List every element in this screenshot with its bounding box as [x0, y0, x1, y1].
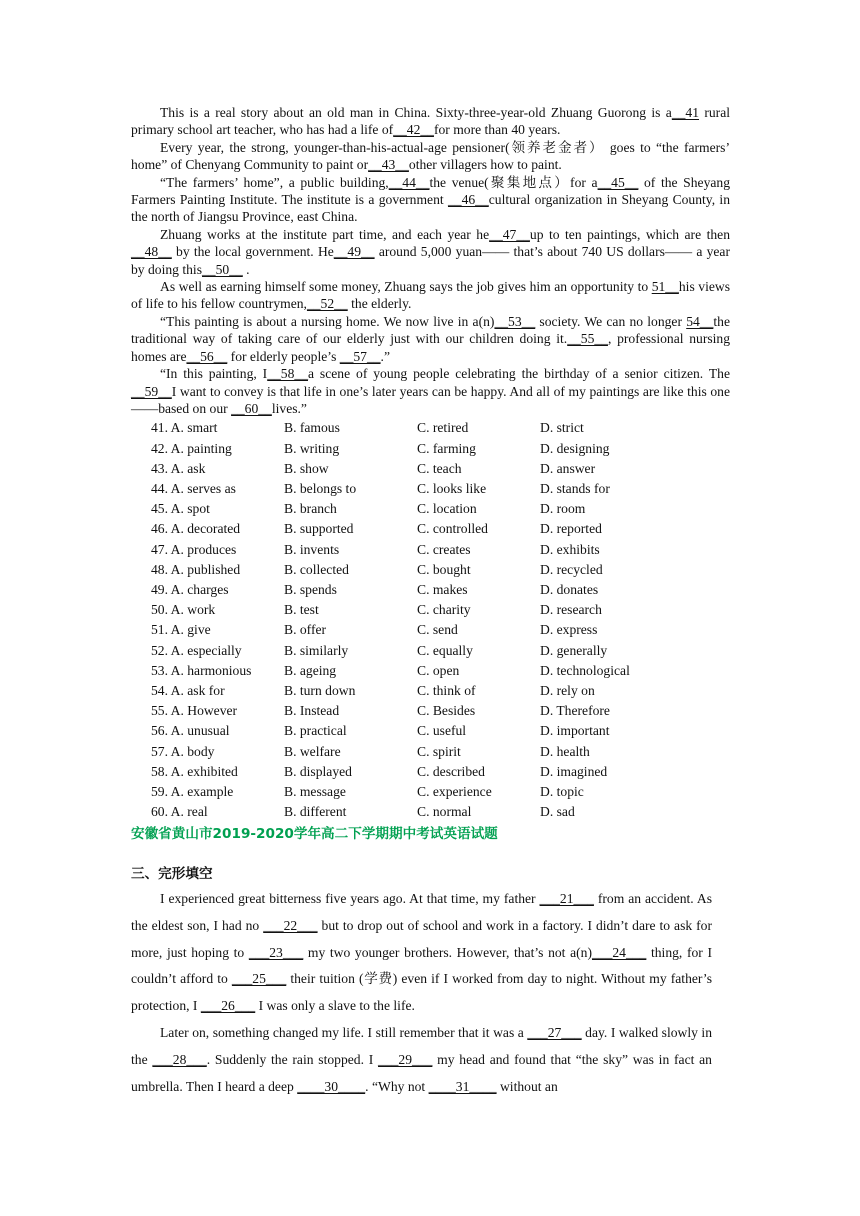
passage-one [131, 104, 730, 822]
option-a: 48. A. published [151, 561, 241, 577]
blank-53: __53__ [494, 313, 536, 329]
option-d: D. technological [540, 662, 630, 678]
option-a: 46. A. decorated [151, 521, 241, 537]
option-c: C. described [417, 763, 485, 779]
source-title: 安徽省黄山市2019-2020学年高二下学期期中考试英语试题 [131, 826, 498, 842]
option-d: D. answer [540, 460, 596, 476]
option-a: 54. A. ask for [151, 682, 225, 698]
option-c: C. send [417, 622, 458, 638]
option-a: 55. A. However [151, 703, 238, 719]
option-row [151, 721, 730, 741]
option-b: B. offer [284, 622, 327, 638]
option-a: 50. A. work [151, 602, 216, 618]
blank-49: __49__ [333, 244, 375, 260]
blank-46: __46__ [447, 192, 489, 208]
blank-52: __52__ [306, 296, 348, 312]
blank-29: ___29___ [378, 1051, 433, 1067]
option-a: 52. A. especially [151, 642, 242, 658]
option-row [151, 459, 730, 479]
option-a: 51. A. give [151, 622, 211, 638]
options-list [151, 418, 730, 822]
blank-31: ____31____ [428, 1078, 497, 1094]
blank-48: __48__ [131, 244, 172, 260]
option-b: B. displayed [284, 763, 352, 779]
blank-30: ____30____ [297, 1078, 366, 1094]
option-row [151, 802, 730, 822]
blank-43: __43__ [368, 157, 409, 173]
option-d: D. generally [540, 642, 608, 658]
paragraph-7: “In this painting, I__58__a scene of young people celebrating the birthday of a senior citizen. The __59__I want to convey is that life in one’s later years can be happy. And all of my paintings are like this one——based on our __60__lives.” [131, 366, 731, 416]
option-row [151, 600, 730, 620]
paragraph-4: Zhuang works at the institute part time, and each year he__47__up to ten paintings, which are then __48__ by the local government. He__49__ around 5,000 yuan—— that’s about 740 US dollars—— a year by doing this__50__ . [131, 226, 730, 277]
option-c: C. experience [417, 783, 492, 799]
blank-24: ___24___ [591, 944, 647, 960]
option-c: C. farming [417, 440, 476, 456]
option-d: D. express [540, 622, 598, 638]
blank-21: ___21___ [539, 891, 594, 906]
option-c: C. open [417, 662, 460, 678]
option-d: D. Therefore [540, 703, 610, 719]
option-d: D. health [540, 743, 590, 759]
option-d: D. room [540, 501, 586, 517]
option-d: D. strict [540, 420, 584, 436]
option-row [151, 742, 730, 762]
option-d: D. rely on [540, 682, 595, 698]
option-d: D. exhibits [540, 541, 600, 557]
option-a: 42. A. painting [151, 440, 232, 456]
option-row [151, 701, 730, 721]
option-d: D. topic [540, 783, 584, 799]
option-a: 43. A. ask [151, 460, 206, 476]
option-b: B. belongs to [284, 480, 357, 496]
option-c: C. retired [417, 420, 469, 436]
option-b: B. ageing [284, 662, 337, 678]
option-row [151, 762, 730, 782]
option-a: 45. A. spot [151, 501, 210, 517]
option-b: B. invents [284, 541, 340, 557]
option-b: B. collected [284, 561, 349, 577]
option-d: D. important [540, 723, 610, 739]
paragraph-5: As well as earning himself some money, Zhuang says the job gives him an opportunity to 51__his views of life to his fellow countrymen,__52__ the elderly. [131, 279, 730, 312]
option-row [151, 418, 730, 438]
option-b: B. Instead [284, 703, 340, 719]
section-title: 三、完形填空 [131, 866, 213, 882]
blank-55: __55__ [567, 331, 608, 347]
option-b: B. similarly [284, 642, 349, 658]
option-a: 59. A. example [151, 783, 234, 799]
option-a: 41. A. smart [151, 420, 218, 436]
option-b: B. different [284, 804, 347, 820]
option-d: D. designing [540, 440, 610, 456]
option-a: 49. A. charges [151, 581, 229, 597]
option-row [151, 560, 730, 580]
option-c: C. equally [417, 642, 473, 658]
blank-50: __50__ [202, 261, 243, 277]
blank-58: __58__ [267, 366, 308, 382]
paragraph-1: This is a real story about an old man in China. Sixty-three-year-old Zhuang Guorong is a__41 rural primary school art teacher, who has had a life of__42__for more than 40 years. [131, 105, 730, 138]
option-d: D. imagined [540, 763, 608, 779]
option-c: C. useful [417, 723, 467, 739]
option-b: B. supported [284, 521, 354, 537]
option-d: D. sad [540, 804, 575, 820]
option-row [151, 641, 730, 661]
blank-28: ___28___ [152, 1051, 207, 1067]
option-c: C. Besides [417, 703, 476, 719]
option-row [151, 782, 730, 802]
option-c: C. bought [417, 561, 471, 577]
option-d: D. stands for [540, 480, 610, 496]
blank-51: 51__ [651, 279, 679, 295]
option-b: B. practical [284, 723, 347, 739]
blank-45: __45__ [597, 174, 639, 190]
option-b: B. show [284, 460, 329, 476]
option-c: C. looks like [417, 480, 487, 496]
blank-27: ___27___ [527, 1024, 582, 1040]
option-b: B. message [284, 783, 346, 799]
option-c: C. location [417, 501, 477, 517]
paragraph-3: “The farmers’ home”, a public building,__44__the venue(聚集地点）for a__45__ of the Sheyang Farmers Painting Institute. The institute is a government __46__cultural organization in Sheyang County, in the north of Jiangsu Province, east China. [131, 174, 730, 225]
option-row [151, 479, 730, 499]
option-d: D. donates [540, 581, 599, 597]
paragraph-1: I experienced great bitterness five years ago. At that time, my father ___21___ from an accident. As the eldest son, I had no ___22___ but to drop out of school and work in a factory. I didn’t dare to ask for more, just hoping to ___23___ my two younger brothers. However, that’s not a(n)___24___ thing, for I couldn’t afford to ___25___ their tuition (学费) even if I worked from day to night. Without my father’s protection, I ___26___ I was only a slave to the life. [131, 891, 712, 1014]
paragraph-2: Later on, something changed my life. I still remember that it was a ___27___ day. I walked slowly in the ___28___. Suddenly the rain stopped. I ___29___ my head and found that “the sky” was in fact an umbrella. Then I heard a deep ____30____. “Why not ____31____ without an [131, 1024, 712, 1094]
option-c: C. charity [417, 602, 471, 618]
option-c: C. spirit [417, 743, 461, 759]
paragraph-2: Every year, the strong, younger-than-his-actual-age pensioner(领养老金者） goes to “the farmers’ home” of Chenyang Community to paint or__43__other villagers how to paint. [131, 139, 730, 173]
option-b: B. spends [284, 581, 337, 597]
option-b: B. test [284, 602, 319, 618]
option-row [151, 439, 730, 459]
option-a: 53. A. harmonious [151, 662, 252, 678]
option-a: 44. A. serves as [151, 480, 236, 496]
option-b: B. writing [284, 440, 340, 456]
option-b: B. famous [284, 420, 340, 436]
option-a: 58. A. exhibited [151, 763, 238, 779]
blank-23: ___23___ [248, 944, 304, 960]
option-a: 47. A. produces [151, 541, 237, 557]
option-b: B. welfare [284, 743, 341, 759]
blank-59: __59__ [131, 383, 172, 399]
option-c: C. creates [417, 541, 471, 557]
option-d: D. research [540, 602, 602, 618]
option-row [151, 519, 730, 539]
blank-57: __57__ [339, 348, 381, 364]
blank-44: __44__ [388, 174, 430, 190]
option-d: D. reported [540, 521, 602, 537]
option-c: C. normal [417, 804, 472, 820]
option-b: B. turn down [284, 682, 356, 698]
blank-41: __41 [671, 105, 700, 120]
blank-25: ___25___ [231, 971, 287, 987]
option-a: 57. A. body [151, 743, 215, 759]
option-a: 60. A. real [151, 804, 208, 820]
option-row [151, 580, 730, 600]
option-c: C. controlled [417, 521, 488, 537]
option-row [151, 620, 730, 640]
blank-42: __42__ [393, 122, 434, 138]
option-d: D. recycled [540, 561, 603, 577]
paragraph-6: “This painting is about a nursing home. We now live in a(n)__53__ society. We can no longer 54__the traditional way of taking care of our elderly just with our children doing it.__55__, professional nursing homes are__56__ for elderly people’s __57__.” [131, 313, 730, 364]
blank-56: __56__ [186, 348, 228, 364]
option-row [151, 681, 730, 701]
option-b: B. branch [284, 501, 337, 517]
blank-60: __60__ [231, 400, 272, 416]
option-c: C. teach [417, 460, 462, 476]
blank-47: __47__ [489, 226, 530, 242]
option-row [151, 499, 730, 519]
blank-22: ___22___ [263, 917, 318, 933]
passage-two [131, 886, 712, 1100]
option-c: C. think of [417, 682, 476, 698]
blank-26: ___26___ [200, 998, 256, 1014]
option-row [151, 540, 730, 560]
option-a: 56. A. unusual [151, 723, 230, 739]
option-row [151, 661, 730, 681]
blank-54: 54__ [686, 313, 714, 329]
option-c: C. makes [417, 581, 468, 597]
